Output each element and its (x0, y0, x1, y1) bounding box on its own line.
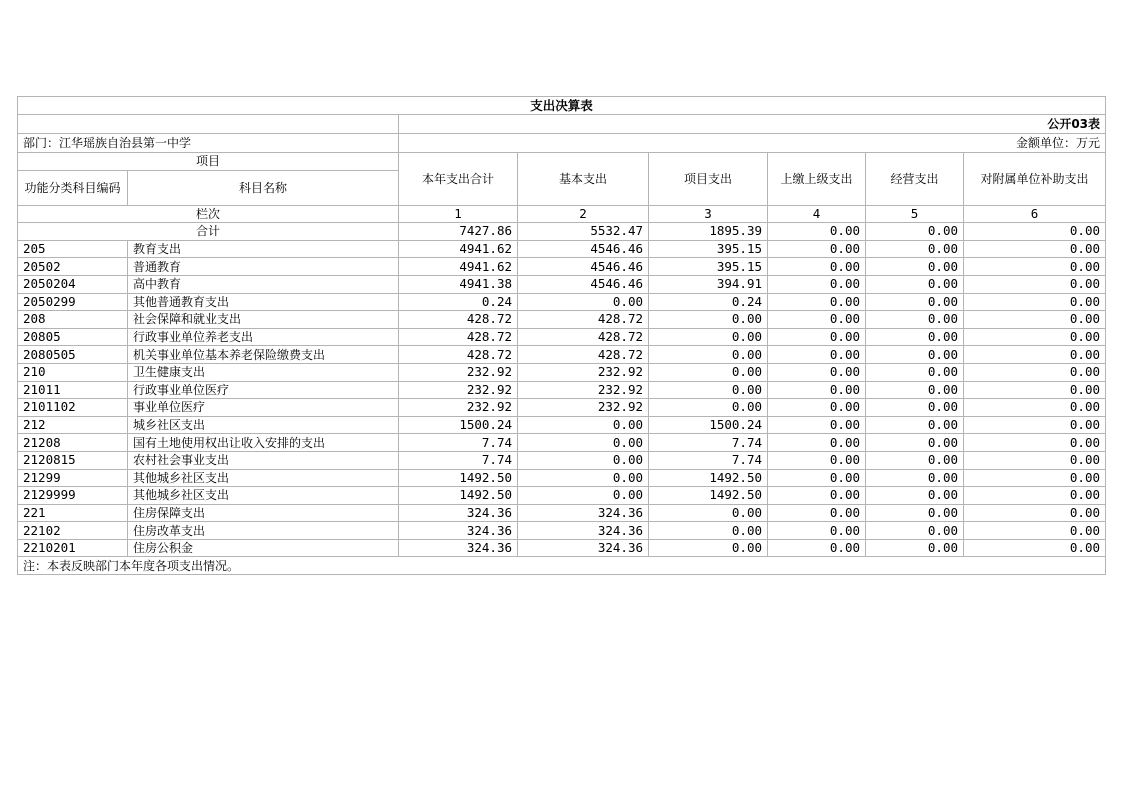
row-value: 0.00 (866, 469, 964, 487)
column-index-5: 5 (866, 205, 964, 223)
row-value: 0.00 (964, 434, 1106, 452)
row-code: 2050299 (18, 293, 128, 311)
row-value: 232.92 (518, 381, 649, 399)
row-name: 其他城乡社区支出 (128, 487, 399, 505)
row-value: 0.00 (866, 487, 964, 505)
row-value: 395.15 (649, 240, 768, 258)
row-value: 0.24 (649, 293, 768, 311)
title-spacer (18, 115, 399, 134)
total-value: 0.00 (964, 223, 1106, 241)
row-value: 1500.24 (399, 416, 518, 434)
row-value: 0.00 (964, 328, 1106, 346)
row-code: 2080505 (18, 346, 128, 364)
row-value: 0.00 (964, 451, 1106, 469)
column-index-1: 1 (399, 205, 518, 223)
row-value: 0.00 (649, 539, 768, 557)
row-code: 21011 (18, 381, 128, 399)
row-value: 0.00 (866, 451, 964, 469)
row-value: 0.00 (866, 240, 964, 258)
expenditure-table (17, 96, 1106, 575)
row-value: 324.36 (518, 539, 649, 557)
column-index-4: 4 (768, 205, 866, 223)
table-row (18, 293, 1106, 311)
row-value: 0.00 (964, 363, 1106, 381)
table-row (18, 275, 1106, 293)
table-row (18, 363, 1106, 381)
row-value: 0.00 (964, 504, 1106, 522)
row-value: 0.00 (768, 240, 866, 258)
row-code: 2120815 (18, 451, 128, 469)
row-value: 1492.50 (399, 469, 518, 487)
department-name: 部门：江华瑶族自治县第一中学 (18, 134, 399, 153)
row-value: 1500.24 (649, 416, 768, 434)
row-value: 0.00 (964, 416, 1106, 434)
row-value: 0.00 (518, 469, 649, 487)
row-name: 住房改革支出 (128, 522, 399, 540)
total-row (18, 223, 1106, 241)
header-col-4: 上缴上级支出 (768, 153, 866, 206)
row-name: 城乡社区支出 (128, 416, 399, 434)
row-code: 21208 (18, 434, 128, 452)
header-col-1: 本年支出合计 (399, 153, 518, 206)
row-value: 0.00 (866, 293, 964, 311)
row-value: 0.00 (866, 399, 964, 417)
row-value: 0.00 (866, 539, 964, 557)
header-item: 项目 (18, 153, 399, 171)
row-value: 0.00 (768, 504, 866, 522)
row-code: 20805 (18, 328, 128, 346)
row-value: 0.00 (964, 346, 1106, 364)
table-row (18, 434, 1106, 452)
total-label: 合计 (18, 223, 399, 241)
row-value: 0.00 (964, 381, 1106, 399)
row-value: 428.72 (518, 346, 649, 364)
total-value: 7427.86 (399, 223, 518, 241)
amount-unit: 金额单位：万元 (399, 134, 1106, 153)
row-name: 国有土地使用权出让收入安排的支出 (128, 434, 399, 452)
row-value: 0.00 (768, 258, 866, 276)
row-value: 1492.50 (649, 487, 768, 505)
column-index-label: 栏次 (18, 205, 399, 223)
row-value: 0.00 (518, 293, 649, 311)
row-name: 事业单位医疗 (128, 399, 399, 417)
row-value: 4546.46 (518, 240, 649, 258)
row-value: 428.72 (518, 328, 649, 346)
row-code: 20502 (18, 258, 128, 276)
table-row (18, 469, 1106, 487)
row-value: 0.00 (866, 311, 964, 329)
row-value: 7.74 (399, 451, 518, 469)
row-value: 0.00 (866, 381, 964, 399)
row-value: 232.92 (399, 399, 518, 417)
table-row (18, 311, 1106, 329)
total-value: 0.00 (768, 223, 866, 241)
row-value: 4546.46 (518, 258, 649, 276)
row-name: 高中教育 (128, 275, 399, 293)
table-note: 注：本表反映部门本年度各项支出情况。 (18, 557, 1106, 575)
header-col-6: 对附属单位补助支出 (964, 153, 1106, 206)
row-code: 212 (18, 416, 128, 434)
row-code: 205 (18, 240, 128, 258)
row-code: 21299 (18, 469, 128, 487)
row-name: 普通教育 (128, 258, 399, 276)
row-code: 2101102 (18, 399, 128, 417)
row-value: 232.92 (518, 399, 649, 417)
row-value: 324.36 (399, 504, 518, 522)
row-value: 4546.46 (518, 275, 649, 293)
row-value: 232.92 (399, 363, 518, 381)
row-value: 324.36 (518, 522, 649, 540)
row-value: 0.00 (768, 539, 866, 557)
row-value: 0.00 (768, 381, 866, 399)
row-name: 机关事业单位基本养老保险缴费支出 (128, 346, 399, 364)
row-name: 其他城乡社区支出 (128, 469, 399, 487)
row-value: 0.00 (518, 487, 649, 505)
row-value: 0.00 (964, 311, 1106, 329)
row-value: 0.00 (768, 469, 866, 487)
row-value: 0.00 (649, 311, 768, 329)
row-value: 324.36 (518, 504, 649, 522)
row-value: 1492.50 (399, 487, 518, 505)
row-value: 0.00 (768, 275, 866, 293)
row-value: 0.00 (649, 381, 768, 399)
row-value: 0.00 (649, 346, 768, 364)
row-name: 行政事业单位养老支出 (128, 328, 399, 346)
table-row (18, 399, 1106, 417)
row-value: 324.36 (399, 539, 518, 557)
row-value: 232.92 (399, 381, 518, 399)
row-value: 7.74 (399, 434, 518, 452)
row-value: 0.00 (964, 275, 1106, 293)
row-value: 0.00 (964, 487, 1106, 505)
row-value: 0.00 (649, 363, 768, 381)
row-value: 0.00 (866, 328, 964, 346)
row-name: 其他普通教育支出 (128, 293, 399, 311)
row-name: 住房公积金 (128, 539, 399, 557)
row-value: 0.00 (964, 399, 1106, 417)
row-code: 221 (18, 504, 128, 522)
row-name: 教育支出 (128, 240, 399, 258)
row-value: 7.74 (649, 434, 768, 452)
row-value: 0.00 (768, 293, 866, 311)
row-value: 428.72 (399, 311, 518, 329)
row-value: 0.00 (649, 504, 768, 522)
row-value: 232.92 (518, 363, 649, 381)
row-value: 0.00 (768, 311, 866, 329)
row-value: 0.00 (768, 399, 866, 417)
column-index-2: 2 (518, 205, 649, 223)
row-code: 2129999 (18, 487, 128, 505)
row-code: 22102 (18, 522, 128, 540)
row-value: 0.00 (964, 240, 1106, 258)
row-value: 0.00 (768, 346, 866, 364)
total-value: 5532.47 (518, 223, 649, 241)
row-value: 0.00 (866, 416, 964, 434)
header-code: 功能分类科目编码 (18, 170, 128, 205)
row-value: 0.00 (964, 293, 1106, 311)
row-value: 0.00 (768, 434, 866, 452)
row-value: 0.00 (866, 258, 964, 276)
table-row (18, 487, 1106, 505)
row-value: 0.00 (518, 434, 649, 452)
header-name: 科目名称 (128, 170, 399, 205)
table-row (18, 381, 1106, 399)
header-col-5: 经营支出 (866, 153, 964, 206)
header-col-2: 基本支出 (518, 153, 649, 206)
header-col-3: 项目支出 (649, 153, 768, 206)
row-value: 0.00 (768, 451, 866, 469)
table-row (18, 240, 1106, 258)
table-row (18, 522, 1106, 540)
row-value: 394.91 (649, 275, 768, 293)
row-code: 2210201 (18, 539, 128, 557)
row-code: 2050204 (18, 275, 128, 293)
row-value: 428.72 (518, 311, 649, 329)
row-value: 0.00 (866, 275, 964, 293)
table-row (18, 346, 1106, 364)
row-value: 0.00 (866, 504, 964, 522)
total-value: 1895.39 (649, 223, 768, 241)
row-value: 0.00 (768, 328, 866, 346)
table-row (18, 416, 1106, 434)
form-number: 公开03表 (399, 115, 1106, 134)
row-code: 210 (18, 363, 128, 381)
row-value: 395.15 (649, 258, 768, 276)
row-value: 0.00 (768, 416, 866, 434)
row-value: 0.00 (649, 328, 768, 346)
row-name: 住房保障支出 (128, 504, 399, 522)
total-value: 0.00 (866, 223, 964, 241)
row-name: 农村社会事业支出 (128, 451, 399, 469)
row-value: 0.00 (866, 346, 964, 364)
column-index-3: 3 (649, 205, 768, 223)
row-value: 0.00 (768, 487, 866, 505)
row-value: 0.00 (768, 363, 866, 381)
table-title: 支出决算表 (18, 97, 1106, 115)
row-value: 0.24 (399, 293, 518, 311)
table-row (18, 539, 1106, 557)
table-row (18, 258, 1106, 276)
row-value: 0.00 (649, 522, 768, 540)
row-value: 0.00 (964, 258, 1106, 276)
row-value: 0.00 (964, 469, 1106, 487)
column-index-6: 6 (964, 205, 1106, 223)
row-value: 0.00 (768, 522, 866, 540)
row-value: 0.00 (866, 363, 964, 381)
row-value: 7.74 (649, 451, 768, 469)
row-name: 卫生健康支出 (128, 363, 399, 381)
row-value: 428.72 (399, 346, 518, 364)
row-value: 0.00 (964, 522, 1106, 540)
row-name: 社会保障和就业支出 (128, 311, 399, 329)
row-value: 0.00 (866, 434, 964, 452)
row-value: 4941.38 (399, 275, 518, 293)
row-name: 行政事业单位医疗 (128, 381, 399, 399)
table-row (18, 328, 1106, 346)
row-value: 1492.50 (649, 469, 768, 487)
table-row (18, 504, 1106, 522)
row-value: 0.00 (649, 399, 768, 417)
row-value: 428.72 (399, 328, 518, 346)
row-value: 4941.62 (399, 240, 518, 258)
row-value: 324.36 (399, 522, 518, 540)
row-value: 0.00 (518, 451, 649, 469)
table-row (18, 451, 1106, 469)
row-value: 4941.62 (399, 258, 518, 276)
row-value: 0.00 (866, 522, 964, 540)
row-code: 208 (18, 311, 128, 329)
row-value: 0.00 (518, 416, 649, 434)
row-value: 0.00 (964, 539, 1106, 557)
